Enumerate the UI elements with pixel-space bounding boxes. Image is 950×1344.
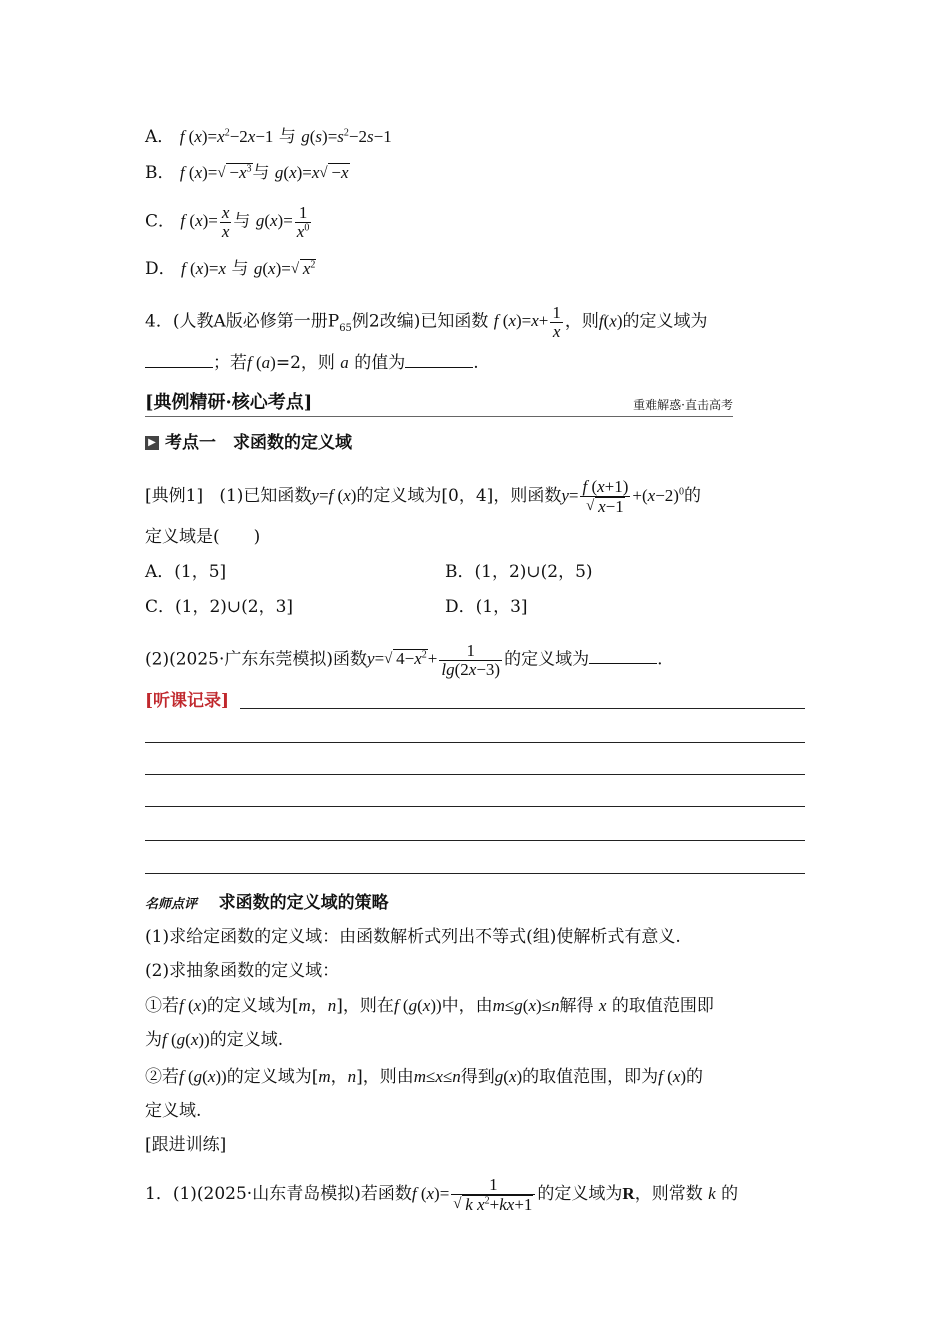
math-expression: f (x)=x+ $\frac{1}{x}$ xyxy=(493,303,561,341)
option-c: C． f (x)= $\frac{x}{x}$ 与 g(x)= $\frac{1}{x^0}$ xyxy=(145,204,313,241)
notes-line[interactable] xyxy=(145,873,805,874)
followup-question-1: 1．(1)(2025·山东青岛模拟)若函数f (x)= 1 √ k $x^2+kx+1$ 的定义域为R，则常数 k 的 xyxy=(145,1175,739,1214)
section-header xyxy=(145,390,733,417)
notes-line[interactable] xyxy=(145,774,805,775)
notes-line[interactable] xyxy=(145,742,805,743)
teacher-line-2: (2)求抽象函数的定义域： xyxy=(145,961,340,981)
choice-c[interactable]: C．(1，2)∪(2，3] xyxy=(145,597,294,617)
option-a: A． f $(x)=x^2-2x-1$ 与 $g(s)=s^2-2s-1$ xyxy=(145,127,392,147)
teacher-badge: 名师点评 xyxy=(145,897,198,912)
math-expression: f (x)= 1 √ k $x^2+kx+1$ xyxy=(412,1184,538,1203)
option-b: B． f (x)= √ $-x^3$与 g(x)=x √ −x xyxy=(145,163,349,183)
followup-label: [跟进训练] xyxy=(145,1135,227,1155)
notes-line[interactable] xyxy=(145,806,805,807)
choice-a[interactable]: A．(1，5] xyxy=(145,562,227,582)
math-expression: f (x)= $\frac{x}{x}$ xyxy=(180,203,230,241)
choice-d[interactable]: D．(1，3] xyxy=(445,597,528,617)
notes-line[interactable] xyxy=(240,708,805,709)
notes-label: [听课记录] xyxy=(145,691,230,711)
answer-blank[interactable] xyxy=(589,649,657,664)
example-1-part1-line2: 定义域是( ) xyxy=(145,527,261,547)
math-expression: g(x)= $\frac{1}{x^0}$ xyxy=(255,203,310,241)
math-expression: g(x)= √ $x^2$ xyxy=(253,259,316,278)
teacher-line-5: ②若f (g(x))的定义域为[m，n]，则由m≤x≤n得到g(x)的取值范围，即为f (x)的 xyxy=(145,1067,704,1087)
answer-blank[interactable] xyxy=(145,353,213,368)
kaodian-heading: ▶ 考点一 求函数的定义域 xyxy=(145,432,352,454)
play-triangle-icon: ▶ xyxy=(145,436,159,450)
math-expression: f (x)= √ $-x^3$ xyxy=(179,163,252,182)
answer-blank[interactable] xyxy=(405,353,473,368)
teacher-line-1: (1)求给定函数的定义域：由函数解析式列出不等式(组)使解析式有意义. xyxy=(145,927,681,947)
math-expression: y= f (x+1) √ x−1 $+(x-2)^0$ xyxy=(561,477,684,516)
math-expression: $g(s)=s^2-2s-1$ xyxy=(301,127,392,146)
choice-b[interactable]: B．(1，2)∪(2，5) xyxy=(445,562,593,582)
teacher-line-4: 为f (g(x))的定义域. xyxy=(145,1030,284,1050)
math-expression: y= √ $4-x^2+$ $\frac{1}{\lg(2x-3)}$ xyxy=(367,641,501,679)
example-1-part1: [典例1] (1)已知函数y=f (x)的定义域为[0，4]，则函数y= f (x+1) √ x−1 $+(x-2)^0$的 xyxy=(145,477,701,516)
option-d: D． f (x)=x 与 g(x)= √ $x^2$ xyxy=(145,259,316,279)
question-4: 4．(人教A版必修第一册$P_{65}$例2改编)已知函数 f (x)=x+ $\frac{1}{x}$ ，则f(x)的定义域为 xyxy=(145,303,708,341)
teacher-comment-heading: 名师点评 求函数的定义域的策略 xyxy=(145,893,389,913)
math-expression: g(x)=x √ −x xyxy=(274,163,349,182)
math-expression: f (x)=x xyxy=(181,259,227,278)
example-1-part2: (2)(2025·广东东莞模拟)函数y= √ $4-x^2+$ $\frac{1}{\lg(2x-3)}$ 的定义域为 . xyxy=(145,641,663,679)
teacher-line-3: ①若f (x)的定义域为[m，n]，则在f (g(x))中，由m≤g(x)≤n解得 x 的取值范围即 xyxy=(145,996,714,1016)
option-label: A． xyxy=(145,127,175,147)
section-title: [典例精研·核心考点] xyxy=(145,392,313,413)
section-subtitle: 重难解惑·直击高考 xyxy=(633,398,733,412)
notes-line[interactable] xyxy=(145,840,805,841)
teacher-line-6: 定义域. xyxy=(145,1101,202,1121)
question-4-line2: ；若f (a)=2，则 a 的值为 . xyxy=(145,352,479,374)
math-expression: f $(x)=x^2-2x-1$ xyxy=(179,127,274,146)
